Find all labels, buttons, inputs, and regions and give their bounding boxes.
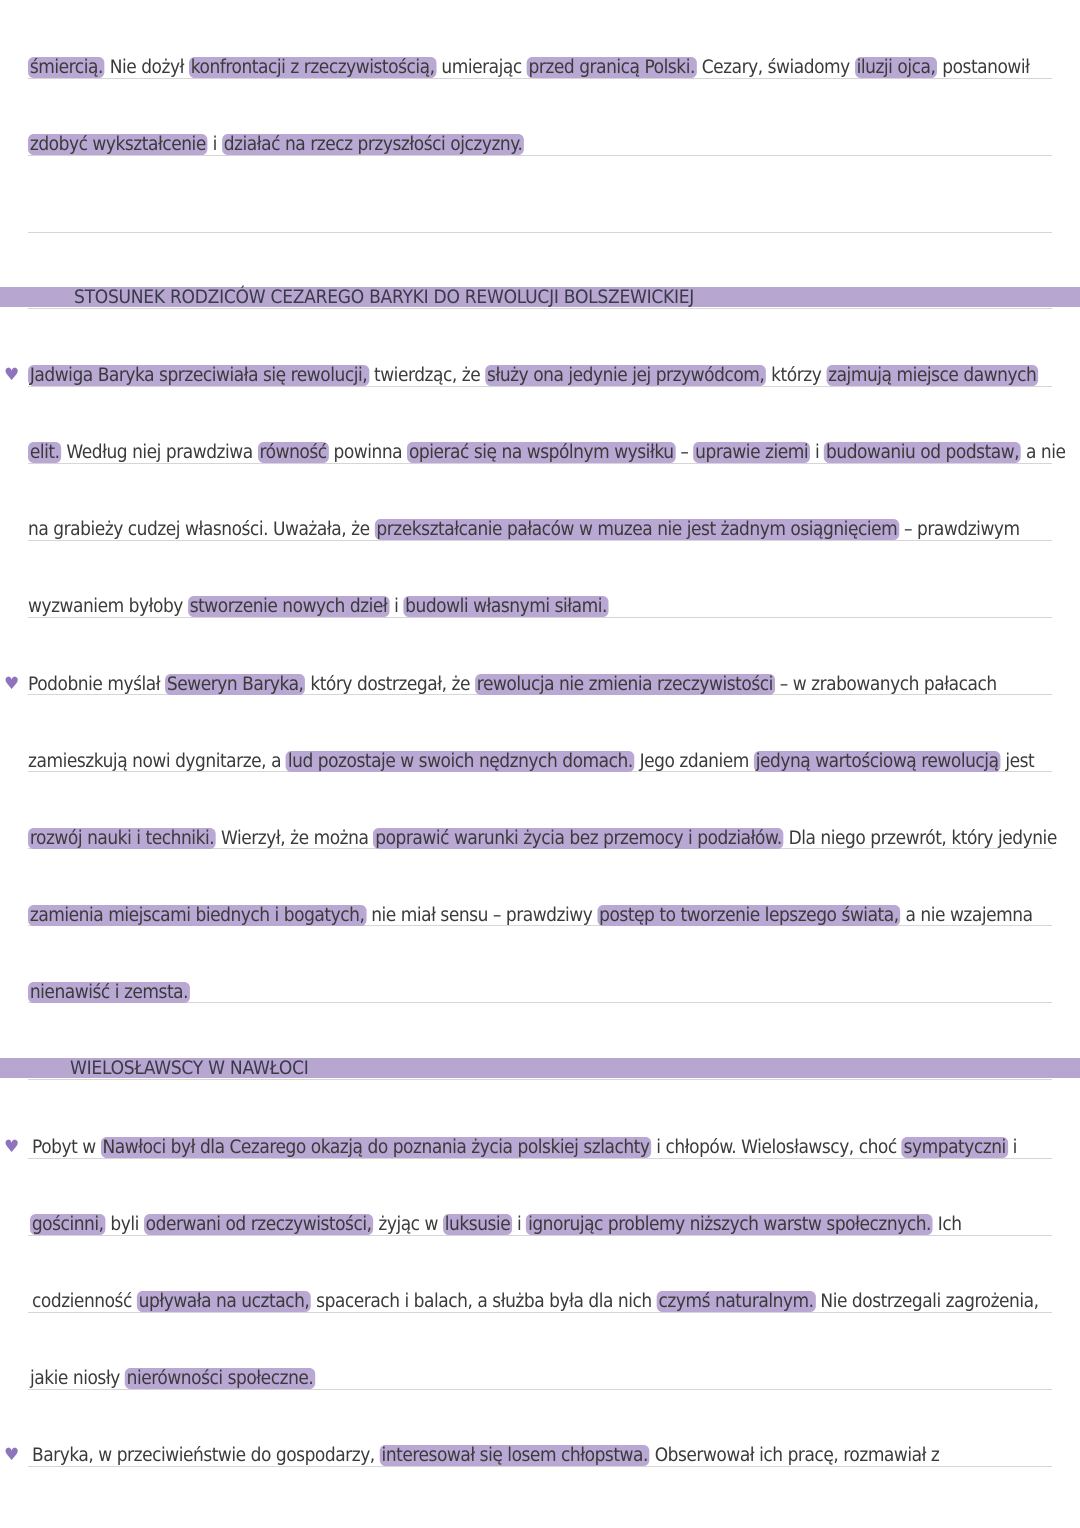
highlighted-text: postęp to tworzenie lepszego świata, — [599, 905, 899, 926]
text-segment: Obserwował ich pracę, rozmawiał z — [649, 1445, 940, 1466]
text-segment: i chłopów. Wielosławscy, choć — [651, 1137, 902, 1158]
highlighted-text: śmiercią. — [29, 57, 103, 78]
highlighted-text: lud pozostaje w swoich nędznych domach. — [287, 751, 633, 772]
text-line — [28, 904, 1033, 928]
text-segment: Jego zdaniem — [634, 751, 754, 772]
highlighted-text: budowaniu od podstaw, — [826, 442, 1020, 463]
text-line — [28, 441, 1066, 465]
text-segment: spacerach i balach, a służba była dla nich — [311, 1291, 657, 1312]
text-line — [28, 133, 976, 157]
text-segment: codzienność — [32, 1291, 137, 1312]
highlighted-text: budowli własnymi siłami. — [405, 596, 607, 617]
section-heading-rewolucja: STOSUNEK RODZICÓW CEZAREGO BARYKI DO REWOLUCJI BOLSZEWICKIEJ — [74, 286, 695, 308]
text-segment: żyjąc w — [373, 1214, 443, 1235]
text-segment: Pobyt w — [32, 1137, 101, 1158]
text-segment: Według niej prawdziwa — [61, 442, 258, 463]
notebook-rule — [28, 1079, 1052, 1080]
highlighted-text: Nawłoci był dla Cezarego okazją do poznania życia polskiej szlachty — [102, 1137, 650, 1158]
text-segment: jest — [1000, 751, 1035, 772]
highlighted-text: przed granicą Polski. — [528, 57, 695, 78]
text-segment: umierając — [436, 57, 527, 78]
text-line — [28, 673, 997, 697]
text-segment: Nie dożył — [104, 57, 189, 78]
highlighted-text: opierać się na wspólnym wysiłku — [408, 442, 674, 463]
highlighted-text: działać na rzecz przyszłości ojczyzny. — [223, 134, 523, 155]
text-segment: i — [1007, 1137, 1017, 1158]
text-segment: i — [389, 596, 404, 617]
text-line — [28, 827, 1057, 851]
notebook-rule — [28, 232, 1052, 233]
heart-icon: ♥ — [4, 1137, 20, 1157]
text-segment: zamieszkują nowi dygnitarze, a — [28, 751, 287, 772]
heart-icon: ♥ — [4, 674, 20, 694]
text-line — [28, 595, 976, 619]
text-segment: Dla niego przewrót, który jedynie — [783, 828, 1057, 849]
highlighted-text: konfrontacji z rzeczywistością, — [190, 57, 435, 78]
text-line — [28, 750, 1035, 774]
text-line — [30, 1213, 978, 1237]
text-line — [32, 1290, 1039, 1314]
highlighted-text: luksusie — [444, 1214, 511, 1235]
highlighted-text: Jadwiga Baryka sprzeciwiała się rewolucji, — [29, 365, 368, 386]
highlighted-text: służy ona jedynie jej przywódcom, — [487, 365, 765, 386]
highlighted-text: elit. — [29, 442, 60, 463]
text-segment: Wierzył, że można — [216, 828, 374, 849]
text-segment: Baryka, w przeciwieństwie do gospodarzy, — [32, 1445, 380, 1466]
text-segment: – — [675, 442, 694, 463]
highlighted-text: rozwój nauki i techniki. — [29, 828, 215, 849]
text-segment: i — [207, 134, 222, 155]
notebook-rule — [28, 308, 1052, 309]
text-segment: którzy — [766, 365, 827, 386]
text-segment: nie miał sensu – prawdziwy — [366, 905, 598, 926]
text-segment: – prawdziwym — [899, 519, 1020, 540]
text-segment: – w zrabowanych pałacach — [774, 674, 997, 695]
text-segment: który dostrzegał, że — [305, 674, 475, 695]
highlighted-text: oderwani od rzeczywistości, — [145, 1214, 372, 1235]
highlighted-text: rewolucja nie zmienia rzeczywistości — [476, 674, 773, 695]
text-line — [28, 981, 976, 1005]
text-line — [30, 1367, 978, 1391]
text-segment: Podobnie myślał — [28, 674, 166, 695]
text-segment: i — [810, 442, 825, 463]
highlighted-text: Seweryn Baryka, — [166, 674, 304, 695]
highlighted-text: iluzji ojca, — [856, 57, 936, 78]
text-segment: Ich — [932, 1214, 962, 1235]
text-segment: twierdząc, że — [369, 365, 486, 386]
highlighted-text: zajmują miejsce dawnych — [828, 365, 1037, 386]
section-heading-nawloc: WIELOSŁAWSCY W NAWŁOCI — [70, 1057, 309, 1079]
text-segment: postanowił — [937, 57, 1030, 78]
highlighted-text: nienawiść i zemsta. — [29, 982, 189, 1003]
text-line — [28, 518, 1020, 542]
highlighted-text: zdobyć wykształcenie — [29, 134, 206, 155]
text-line — [32, 1444, 980, 1468]
text-segment: jakie niosły — [30, 1368, 125, 1389]
highlighted-text: zamienia miejscami biednych i bogatych, — [29, 905, 365, 926]
text-segment: a nie — [1021, 442, 1066, 463]
text-line — [32, 1136, 1017, 1160]
text-segment: Cezary, świadomy — [696, 57, 855, 78]
text-segment: powinna — [328, 442, 408, 463]
highlighted-text: uprawie ziemi — [695, 442, 809, 463]
highlighted-text: upływała na ucztach, — [138, 1291, 310, 1312]
text-line — [28, 56, 1030, 80]
highlighted-text: czymś naturalnym. — [658, 1291, 814, 1312]
highlighted-text: stworzenie nowych dzieł — [189, 596, 388, 617]
text-segment: na grabieży cudzej własności. Uważała, że — [28, 519, 375, 540]
highlighted-text: przekształcanie pałaców w muzea nie jest żadnym osiągnięciem — [376, 519, 898, 540]
text-line — [28, 364, 1037, 388]
highlighted-text: ignorując problemy niższych warstw społecznych. — [528, 1214, 931, 1235]
highlighted-text: równość — [259, 442, 327, 463]
highlighted-text: jedyną wartościową rewolucją — [755, 751, 999, 772]
heart-icon: ♥ — [4, 365, 20, 385]
text-segment: wyzwaniem byłoby — [28, 596, 188, 617]
highlighted-text: poprawić warunki życia bez przemocy i podziałów. — [375, 828, 782, 849]
highlighted-text: interesował się losem chłopstwa. — [381, 1445, 648, 1466]
text-segment: byli — [105, 1214, 144, 1235]
text-segment: Nie dostrzegali zagrożenia, — [815, 1291, 1039, 1312]
text-segment: i — [512, 1214, 527, 1235]
highlighted-text: gościnni, — [31, 1214, 104, 1235]
highlighted-text: nierówności społeczne. — [126, 1368, 314, 1389]
heart-icon: ♥ — [4, 1445, 20, 1465]
text-segment: a nie wzajemna — [900, 905, 1033, 926]
highlighted-text: sympatyczni — [903, 1137, 1006, 1158]
